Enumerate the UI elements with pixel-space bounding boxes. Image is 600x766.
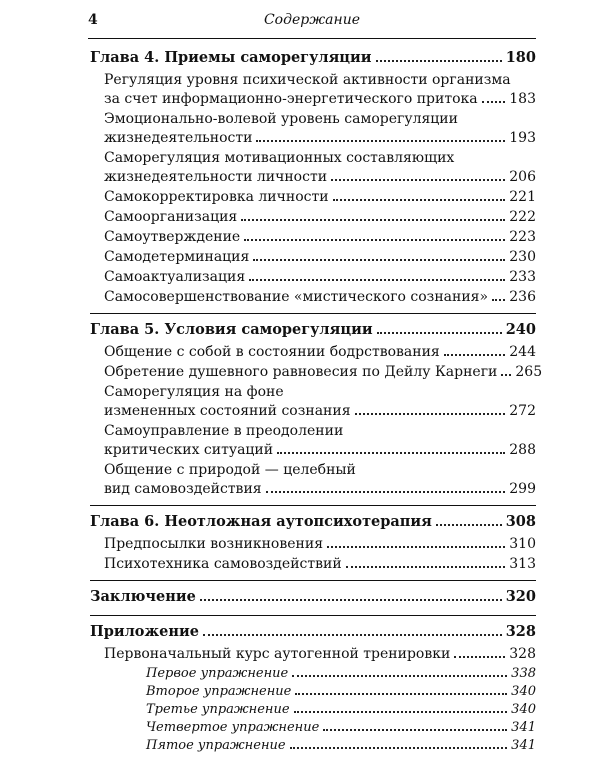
dot-leader [492,299,505,301]
toc-subsection[interactable] [90,719,536,736]
dot-leader [266,491,506,493]
toc-group [90,512,536,581]
toc-section-label-line1: Регуляция уровня психической активности организма [104,72,511,88]
toc-subsection-page: 341 [511,738,536,753]
toc-group [90,320,543,506]
dot-leader [290,747,508,749]
toc-chapter-page: 308 [505,513,536,530]
toc-section-page: 206 [509,169,536,185]
toc-subsection-label: Второе упражнение [146,684,292,699]
dot-leader [444,354,506,356]
toc-section[interactable] [90,535,536,554]
toc-section-page: 272 [509,403,536,419]
toc-section-page: 183 [509,91,536,107]
toc-section-label: Общение с собой в состоянии бодрствования [104,344,440,360]
dot-leader [355,413,506,415]
toc-section-page: 236 [509,289,536,305]
header-rule [88,38,536,39]
toc-chapter-page: 240 [505,321,536,338]
dot-leader [436,524,502,526]
table-of-contents [90,48,543,766]
toc-section-label: Самосовершенствование «мистического сознания» [104,289,489,305]
toc-section-page: 288 [509,442,536,458]
toc-chapter-page: 320 [505,588,536,605]
toc-section-label: Первоначальный курс аутогенной тренировки [104,646,451,662]
dot-leader [249,279,505,281]
toc-subsection-label: Четвертое упражнение [146,720,320,735]
toc-section[interactable] [90,288,536,307]
toc-chapter-label: Приложение [90,623,199,640]
dot-leader [256,140,505,142]
toc-section[interactable] [90,363,543,382]
toc-section[interactable] [90,383,536,421]
toc-section-label: Самокорректировка личности [104,189,329,205]
toc-chapter[interactable] [90,48,536,67]
toc-chapter-label: Глава 6. Неотложная аутопсихотерапия [90,513,432,530]
toc-section-label-line2: измененных состояний сознания [104,403,351,419]
toc-subsection-label: Пятое упражнение [146,738,286,753]
toc-section[interactable] [90,461,536,499]
toc-subsection-label: Первое упражнение [146,666,289,681]
toc-subsection[interactable] [90,665,536,682]
toc-subsection-page: 340 [511,684,536,699]
dot-leader [482,101,506,103]
toc-chapter[interactable] [90,512,536,531]
toc-section-page: 193 [509,130,536,146]
toc-section-page: 299 [509,481,536,497]
toc-section-label: Самоорганизация [104,209,238,225]
dot-leader [377,332,502,334]
dot-leader [203,634,502,636]
toc-chapter-page: 180 [505,49,536,66]
toc-group [90,622,536,760]
toc-section-page: 265 [515,364,543,380]
toc-chapter-label: Глава 5. Условия саморегуляции [90,321,373,338]
toc-section-label-line1: Саморегуляция на фоне [104,384,284,400]
toc-section-label-line1: Эмоционально-волевой уровень саморегуляции [104,111,458,127]
dot-leader [294,711,508,713]
dot-leader [241,219,505,221]
toc-chapter[interactable] [90,622,536,641]
toc-subsection[interactable] [90,737,536,754]
toc-section-label: Предпосылки возникновения [104,536,324,552]
toc-section[interactable] [90,110,536,148]
toc-section-label-line1: Общение с природой — целебный [104,462,356,478]
toc-section-page: 244 [509,344,536,360]
toc-section-label-line2: жизнедеятельности личности [104,169,328,185]
dot-leader [200,599,502,601]
toc-subsection[interactable] [90,683,536,700]
toc-section-label-line2: за счет информационно-энергетического притока [104,91,478,107]
toc-section[interactable] [90,188,536,207]
dot-leader [376,60,502,62]
toc-section[interactable] [90,268,536,287]
toc-section-page: 222 [509,209,536,225]
toc-section-label: Самоутверждение [104,229,241,245]
dot-leader [333,199,506,201]
toc-chapter[interactable] [90,320,536,339]
running-head-title: Содержание [263,12,361,28]
dot-leader [454,656,505,658]
toc-chapter[interactable] [90,587,536,606]
toc-section[interactable] [90,149,536,187]
toc-subsection-page: 340 [511,702,536,717]
toc-section-label: Самодетерминация [104,249,250,265]
running-head [88,10,536,36]
toc-section-page: 230 [509,249,536,265]
toc-section-page: 310 [509,536,536,552]
toc-section[interactable] [90,422,536,460]
toc-section-label-line2: критических ситуаций [104,442,274,458]
toc-section-line2 [104,402,536,421]
toc-subsection-page: 341 [511,720,536,735]
toc-section[interactable] [90,645,536,664]
toc-subsection-label: Третье упражнение [146,702,290,717]
toc-section-page: 223 [509,229,536,245]
toc-section[interactable] [90,343,536,362]
toc-section[interactable] [90,71,536,109]
toc-section-label-line1: Самоуправление в преодолении [104,423,344,439]
dot-leader [501,374,511,376]
toc-section[interactable] [90,228,536,247]
toc-section-page: 221 [509,189,536,205]
toc-section-page: 328 [509,646,536,662]
dot-leader [292,675,507,677]
toc-chapter-label: Заключение [90,588,196,605]
toc-subsection-page: 338 [511,666,536,681]
toc-section-page: 313 [509,556,536,572]
toc-section-line2 [104,441,536,460]
dot-leader [244,239,505,241]
dot-leader [331,179,505,181]
dot-leader [277,452,505,454]
dot-leader [253,259,505,261]
toc-section-line2 [104,168,536,187]
toc-chapter-page: 328 [505,623,536,640]
dot-leader [346,566,506,568]
dot-leader [327,546,505,548]
toc-section-label: Обретение душевного равновесия по Дейлу Карнеги [104,364,498,380]
toc-subsection[interactable] [90,701,536,718]
toc-section-line2 [104,90,536,109]
page-number: 4 [88,12,98,28]
toc-section-label-line2: вид самовоздействия [104,481,262,497]
toc-section-label: Самоактуализация [104,269,246,285]
toc-section-label-line1: Саморегуляция мотивационных составляющих [104,150,455,166]
toc-section[interactable] [90,248,536,267]
toc-section[interactable] [90,555,536,574]
toc-section-page: 233 [509,269,536,285]
dot-leader [323,729,507,731]
dot-leader [295,693,507,695]
toc-group [90,587,536,616]
toc-chapter-label: Глава 4. Приемы саморегуляции [90,49,372,66]
toc-group [90,48,536,314]
toc-section[interactable] [90,208,536,227]
toc-section-label-line2: жизнедеятельности [104,130,253,146]
toc-section-line2 [104,480,536,499]
toc-section-line2 [104,129,536,148]
toc-section-label: Психотехника самовоздействий [104,556,342,572]
